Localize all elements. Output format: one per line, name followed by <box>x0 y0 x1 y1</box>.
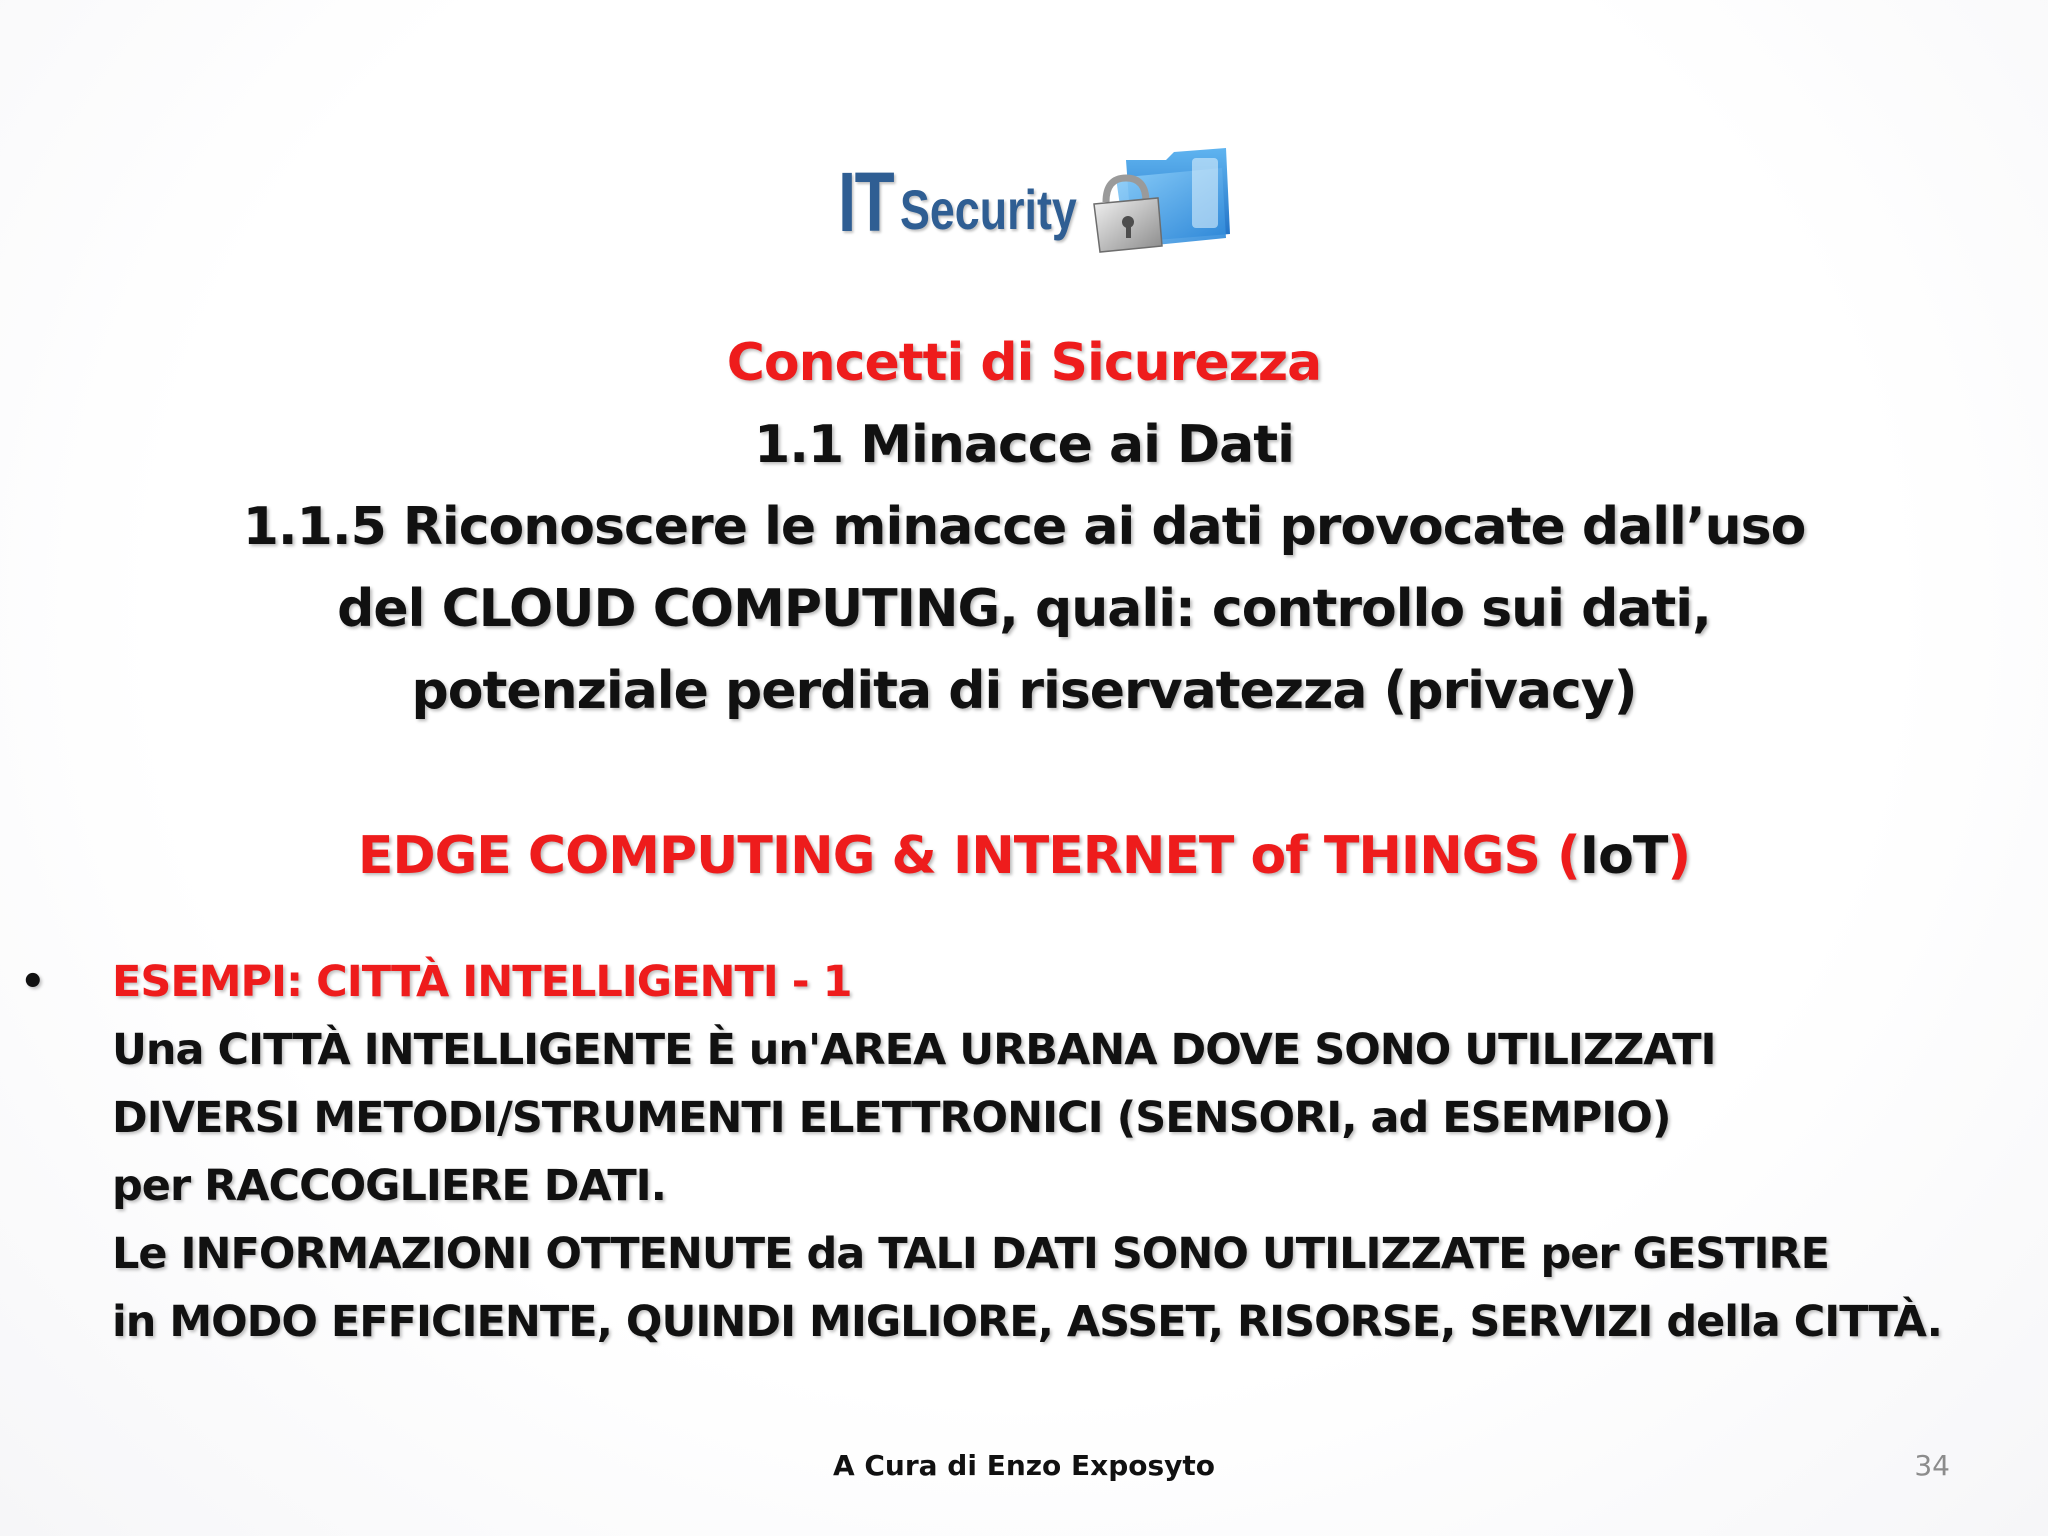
bullet-line: DIVERSI METODI/STRUMENTI ELETTRONICI (SENSORI, ad ESEMPIO) <box>112 1093 1671 1143</box>
topic-title <box>0 815 2048 897</box>
bullet-line: in MODO EFFICIENTE, QUINDI MIGLIORE, ASSET, RISORSE, SERVIZI della CITTÀ. <box>112 1297 1943 1347</box>
topic-highlight: IoT <box>1579 826 1668 886</box>
bullet-text <box>112 948 1942 1356</box>
bullet-line: Una CITTÀ INTELLIGENTE È un'AREA URBANA DOVE SONO UTILIZZATI <box>112 1025 1716 1075</box>
logo-security-text: Security <box>900 178 1077 241</box>
bullet-heading: ESEMPI: CITTÀ INTELLIGENTI - 1 <box>112 957 852 1007</box>
logo-wordmark <box>838 144 1121 249</box>
logo-it-text: IT <box>838 155 894 249</box>
topic-prefix: EDGE COMPUTING & INTERNET of THINGS ( <box>357 826 1580 886</box>
subsection-title-line: potenziale perdita di riservatezza (privacy) <box>411 661 1637 721</box>
subsection-title-line: del CLOUD COMPUTING, quali: controllo sui dati, <box>337 579 1711 639</box>
slide-heading: Concetti di Sicurezza <box>726 333 1322 393</box>
bullet-line: per RACCOGLIERE DATI. <box>112 1161 666 1211</box>
page-number: 34 <box>1914 1449 1950 1482</box>
bullet-line: Le INFORMAZIONI OTTENUTE da TALI DATI SONO UTILIZZATE per GESTIRE <box>112 1229 1830 1279</box>
footer-author: A Cura di Enzo Exposyto <box>832 1449 1216 1482</box>
subsection-title-line: 1.1.5 Riconoscere le minacce ai dati provocate dall’uso <box>242 497 1806 557</box>
title-block <box>0 322 2048 732</box>
folder-padlock-icon <box>1086 138 1236 258</box>
topic-suffix: ) <box>1667 826 1691 886</box>
bullet-marker: • <box>20 959 46 1005</box>
section-title: 1.1 Minacce ai Dati <box>754 415 1294 475</box>
it-security-logo <box>838 138 1238 258</box>
